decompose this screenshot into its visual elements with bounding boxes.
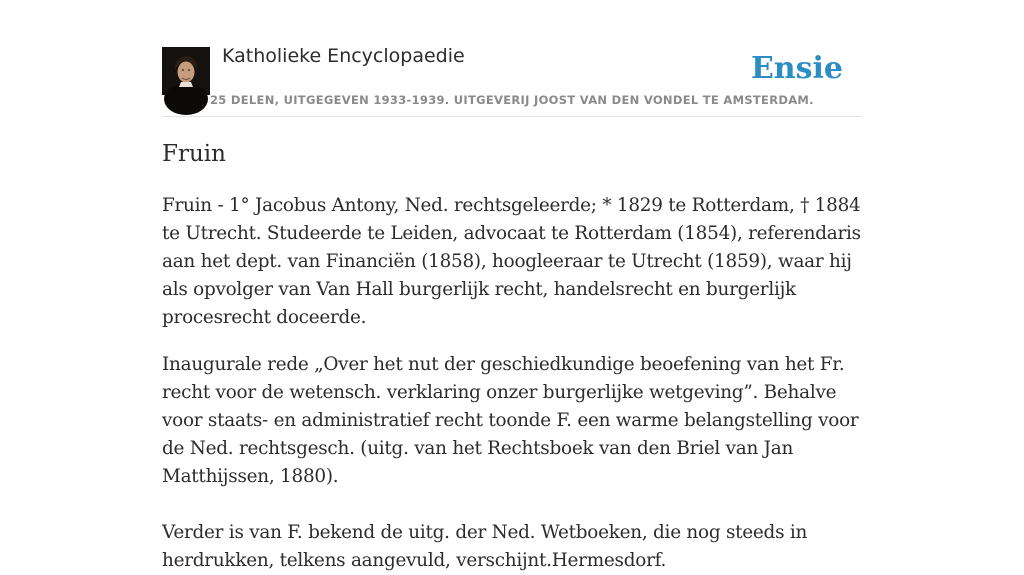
article-paragraph: Fruin - 1° Jacobus Antony, Ned. rechtsgeleerde; * 1829 te Rotterdam, † 1884 te Utrecht. Studeerde te Leiden, advocaat te Rotterdam (1854), referendaris aan het dept. van Financiën (1858), hoogleeraar te Utrecht (1859), waar hij als opvolger van Van Hall burgerlijk recht, handelsrecht en burgerlijk procesrecht doceerde. <box>162 195 861 328</box>
site-title[interactable]: Katholieke Encyclopaedie <box>222 45 465 67</box>
brand-logo[interactable]: Ensie <box>750 51 843 86</box>
site-header <box>162 40 862 117</box>
site-subtitle: 25 DELEN, UITGEGEVEN 1933-1939. UITGEVERIJ JOOST VAN DEN VONDEL TE AMSTERDAM. <box>210 93 814 107</box>
article <box>162 138 862 575</box>
article-title: Fruin <box>162 141 226 167</box>
portrait-avatar-icon[interactable] <box>162 47 210 95</box>
article-paragraph: Verder is van F. bekend de uitg. der Ned. Wetboeken, die nog steeds in herdrukken, telkens aangevuld, verschijnt.Hermesdorf. <box>162 522 808 571</box>
article-paragraph: Inaugurale rede „Over het nut der geschiedkundige beoefening van het Fr. recht voor de wetensch. verklaring onzer burgerlijke wetgeving”. Behalve voor staats- en administratief recht toonde F. een warme belangstelling voor de Ned. rechtsgesch. (uitg. van het Rechtsboek van den Briel van Jan Matthijssen, 1880). <box>162 354 859 487</box>
